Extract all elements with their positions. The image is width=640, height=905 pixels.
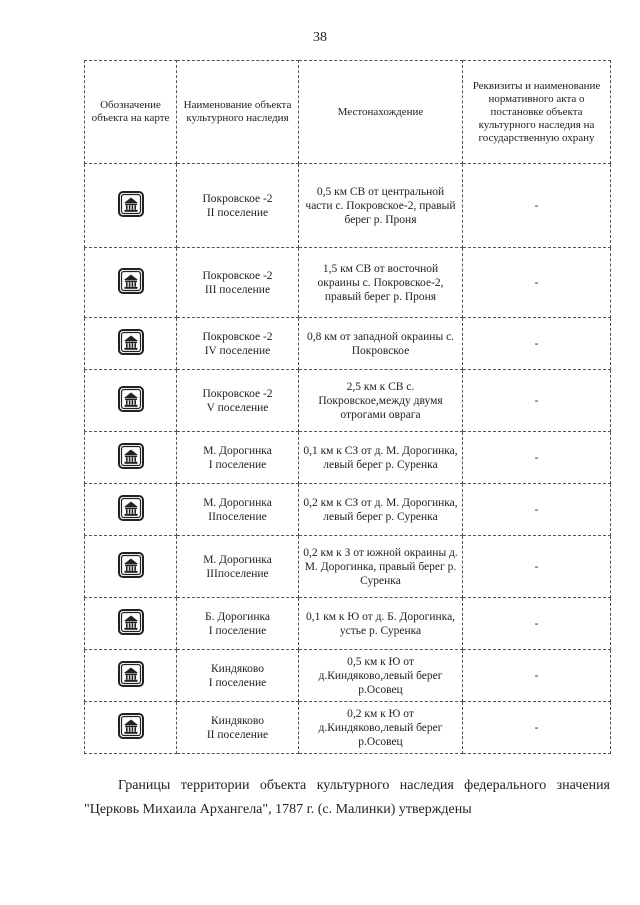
heritage-monument-icon	[118, 329, 144, 355]
heritage-monument-icon	[118, 268, 144, 294]
object-name-line1: Киндяково	[211, 714, 264, 727]
normative-act-cell: -	[463, 650, 611, 702]
location-cell: 0,2 км к СЗ от д. М. Дорогинка, левый берег р. Суренка	[299, 484, 463, 536]
normative-act-cell: -	[463, 370, 611, 432]
map-symbol-cell	[85, 370, 177, 432]
heritage-objects-table	[84, 60, 611, 754]
location-cell: 0,2 км к З от южной окраины д. М. Дорогинка, правый берег р. Суренка	[299, 536, 463, 598]
object-name-line2: I поселение	[208, 458, 267, 471]
table-row	[85, 432, 611, 484]
location-cell: 0,8 км от западной окраины с. Покровское	[299, 318, 463, 370]
header-normative-act: Реквизиты и наименование нормативного акта о постановке объекта культурного наследия на государственную охрану	[463, 61, 611, 164]
object-name-line2: I поселение	[208, 676, 267, 689]
heritage-monument-icon	[118, 495, 144, 521]
location-cell: 2,5 км к СВ с. Покровское,между двумя отрогами оврага	[299, 370, 463, 432]
normative-act-cell: -	[463, 164, 611, 248]
heritage-monument-icon	[118, 386, 144, 412]
object-name-cell	[177, 164, 299, 248]
location-cell: 0,5 км СВ от центральной части с. Покровское-2, правый берег р. Проня	[299, 164, 463, 248]
object-name-cell	[177, 702, 299, 754]
table-row	[85, 318, 611, 370]
normative-act-cell: -	[463, 598, 611, 650]
object-name-cell	[177, 598, 299, 650]
object-name-cell	[177, 370, 299, 432]
object-name-line1: М. Дорогинка	[203, 444, 272, 457]
object-name-line1: Покровское -2	[202, 269, 273, 282]
object-name-line1: М. Дорогинка	[203, 496, 272, 509]
page-number: 38	[313, 30, 327, 45]
table-row	[85, 702, 611, 754]
object-name-cell	[177, 484, 299, 536]
normative-act-cell: -	[463, 432, 611, 484]
header-location: Местонахождение	[299, 61, 463, 164]
map-symbol-cell	[85, 598, 177, 650]
heritage-monument-icon	[118, 661, 144, 687]
object-name-line2: II поселение	[206, 728, 269, 741]
object-name-line2: III поселение	[204, 283, 271, 296]
normative-act-cell: -	[463, 318, 611, 370]
map-symbol-cell	[85, 484, 177, 536]
location-cell: 0,5 км к Ю от д.Киндяково,левый берег р.Осовец	[299, 650, 463, 702]
map-symbol-cell	[85, 650, 177, 702]
object-name-line1: Покровское -2	[202, 330, 273, 343]
object-name-line2: IIпоселение	[208, 510, 267, 523]
object-name-line1: Покровское -2	[202, 387, 273, 400]
object-name-cell	[177, 318, 299, 370]
heritage-monument-icon	[118, 552, 144, 578]
table-row	[85, 484, 611, 536]
header-map-symbol: Обозначение объекта на карте	[85, 61, 177, 164]
object-name-cell	[177, 248, 299, 318]
normative-act-cell: -	[463, 484, 611, 536]
object-name-line1: Киндяково	[211, 662, 264, 675]
table-body	[85, 164, 611, 754]
object-name-cell	[177, 432, 299, 484]
heritage-monument-icon	[118, 191, 144, 217]
table-header-row	[85, 61, 611, 164]
location-cell: 0,1 км к Ю от д. Б. Дорогинка, устье р. Суренка	[299, 598, 463, 650]
normative-act-cell: -	[463, 702, 611, 754]
object-name-line2: IV поселение	[204, 344, 271, 357]
object-name-line1: М. Дорогинка	[203, 553, 272, 566]
object-name-line1: Покровское -2	[202, 192, 273, 205]
table-row	[85, 650, 611, 702]
table-row	[85, 248, 611, 318]
heritage-monument-icon	[118, 713, 144, 739]
map-symbol-cell	[85, 164, 177, 248]
table-row	[85, 164, 611, 248]
heritage-monument-icon	[118, 609, 144, 635]
body-paragraph: Границы территории объекта культурного наследия федерального значения "Церковь Михаила Архангела", 1787 г. (с. Малинки) утверждены	[84, 778, 610, 817]
map-symbol-cell	[85, 702, 177, 754]
object-name-cell	[177, 536, 299, 598]
object-name-line1: Б. Дорогинка	[205, 610, 270, 623]
object-name-cell	[177, 650, 299, 702]
normative-act-cell: -	[463, 536, 611, 598]
location-cell: 0,1 км к СЗ от д. М. Дорогинка, левый берег р. Суренка	[299, 432, 463, 484]
object-name-line2: II поселение	[206, 206, 269, 219]
table-row	[85, 370, 611, 432]
location-cell: 1,5 км СВ от восточной окраины с. Покровское-2, правый берег р. Проня	[299, 248, 463, 318]
map-symbol-cell	[85, 432, 177, 484]
normative-act-cell: -	[463, 248, 611, 318]
map-symbol-cell	[85, 536, 177, 598]
table-row	[85, 598, 611, 650]
table-row	[85, 536, 611, 598]
header-object-name: Наименование объекта культурного наследия	[177, 61, 299, 164]
object-name-line2: V поселение	[206, 401, 269, 414]
map-symbol-cell	[85, 248, 177, 318]
object-name-line2: IIIпоселение	[206, 567, 269, 580]
heritage-monument-icon	[118, 443, 144, 469]
map-symbol-cell	[85, 318, 177, 370]
location-cell: 0,2 км к Ю от д.Киндяково,левый берег р.Осовец	[299, 702, 463, 754]
object-name-line2: I поселение	[208, 624, 267, 637]
